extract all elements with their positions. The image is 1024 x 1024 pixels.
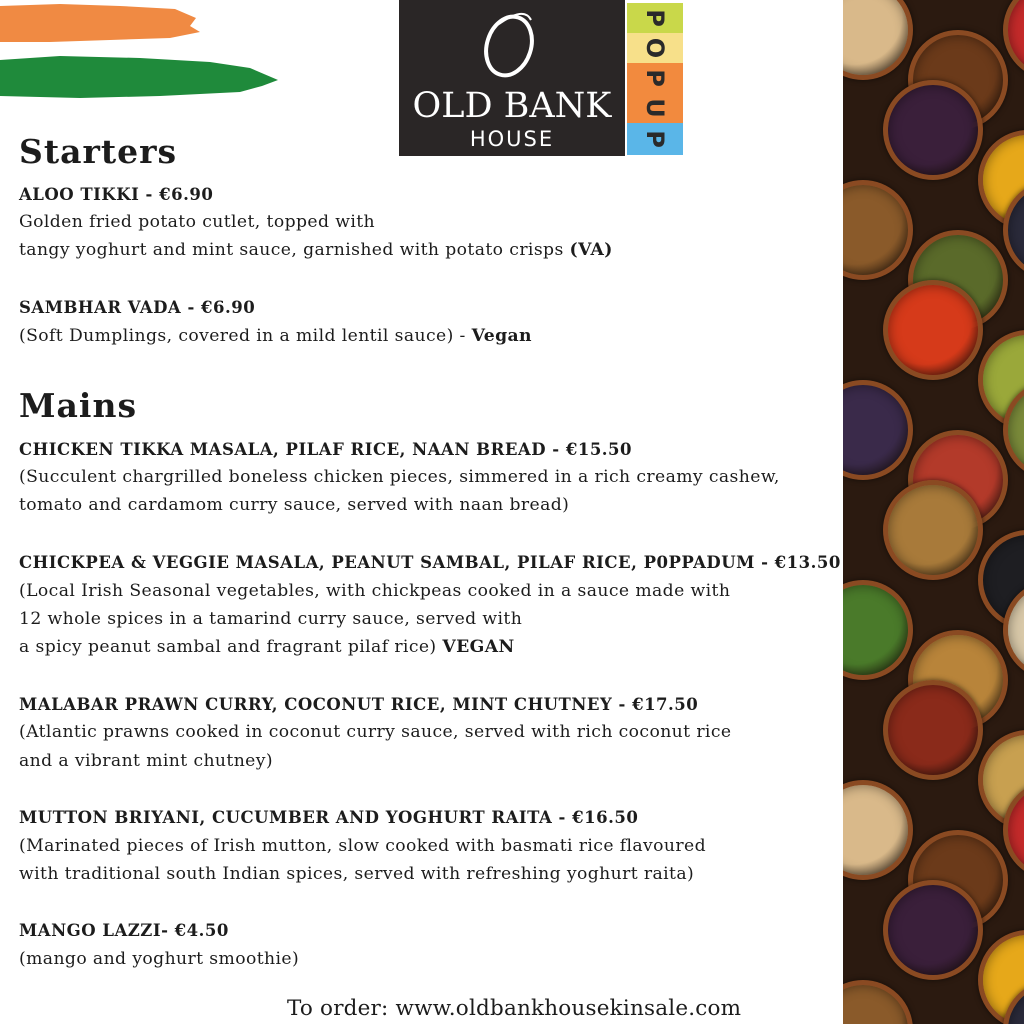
saffron-brush-stroke: [0, 0, 210, 48]
menu-item-description: Golden fried potato cutlet, topped with: [19, 212, 376, 232]
spice-bowls-photo: [843, 0, 1024, 1024]
popup-letter-3: P: [627, 63, 683, 93]
spice-bowl: [883, 280, 983, 380]
menu-item-description: tangy yoghurt and mint sauce, garnished with potato crisps (VA): [19, 240, 613, 260]
popup-letter-5: P: [627, 123, 683, 155]
spice-bowl: [883, 480, 983, 580]
menu-item-name: MALABAR PRAWN CURRY, COCONUT RICE, MINT CHUTNEY - €17.50: [19, 695, 699, 714]
spice-bowl: [883, 880, 983, 980]
menu-item-description: (Local Irish Seasonal vegetables, with chickpeas cooked in a sauce made with: [19, 581, 731, 601]
dietary-tag: VEGAN: [442, 637, 515, 657]
menu-item-description: (Atlantic prawns cooked in coconut curry sauce, served with rich coconut rice: [19, 722, 732, 742]
green-brush-stroke: [0, 52, 285, 104]
menu-item-name: CHICKPEA & VEGGIE MASALA, PEANUT SAMBAL, PILAF RICE, P0PPADUM - €13.50: [19, 553, 841, 572]
menu-item-description: (Soft Dumplings, covered in a mild lentil sauce) - Vegan: [19, 326, 532, 346]
popup-badge: [627, 3, 683, 155]
menu-item-description: (Marinated pieces of Irish mutton, slow cooked with basmati rice flavoured: [19, 836, 706, 856]
menu-item-name: ALOO TIKKI - €6.90: [19, 185, 214, 204]
menu-item-name: SAMBHAR VADA - €6.90: [19, 298, 256, 317]
menu-item-name: CHICKEN TIKKA MASALA, PILAF RICE, NAAN BREAD - €15.50: [19, 440, 633, 459]
spice-bowl: [883, 80, 983, 180]
menu-item-description: and a vibrant mint chutney): [19, 751, 273, 771]
dietary-tag: Vegan: [471, 326, 532, 346]
order-website-footer: To order: www.oldbankhousekinsale.com: [287, 996, 742, 1021]
menu-item-description: a spicy peanut sambal and fragrant pilaf rice) VEGAN: [19, 637, 515, 657]
logo-name: OLD BANK: [412, 86, 612, 126]
starters-heading: Starters: [19, 132, 178, 171]
popup-letter-2: O: [627, 33, 683, 63]
menu-item-description: (mango and yoghurt smoothie): [19, 949, 300, 969]
menu-item-description: 12 whole spices in a tamarind curry sauce, served with: [19, 609, 523, 629]
menu-item-description: with traditional south Indian spices, served with refreshing yoghurt raita): [19, 864, 695, 884]
menu-item-name: MANGO LAZZI- €4.50: [19, 921, 229, 940]
spice-bowl: [843, 180, 913, 280]
menu-item-name: MUTTON BRIYANI, CUCUMBER AND YOGHURT RAITA - €16.50: [19, 808, 639, 827]
spice-bowl: [843, 580, 913, 680]
logo-subname: HOUSE: [469, 127, 555, 151]
o-monogram-icon: [469, 4, 549, 84]
spice-bowl: [843, 780, 913, 880]
menu-item-description: tomato and cardamom curry sauce, served with naan bread): [19, 495, 570, 515]
spice-bowl: [883, 680, 983, 780]
menu-item-description: (Succulent chargrilled boneless chicken pieces, simmered in a rich creamy cashew,: [19, 467, 780, 487]
old-bank-house-logo: [399, 0, 625, 156]
spice-bowl: [843, 980, 913, 1024]
dietary-tag: (VA): [569, 240, 613, 260]
popup-letter-1: P: [627, 3, 683, 33]
spice-bowl: [843, 0, 913, 80]
popup-letter-4: U: [627, 93, 683, 123]
mains-heading: Mains: [19, 386, 138, 425]
spice-bowl: [843, 380, 913, 480]
